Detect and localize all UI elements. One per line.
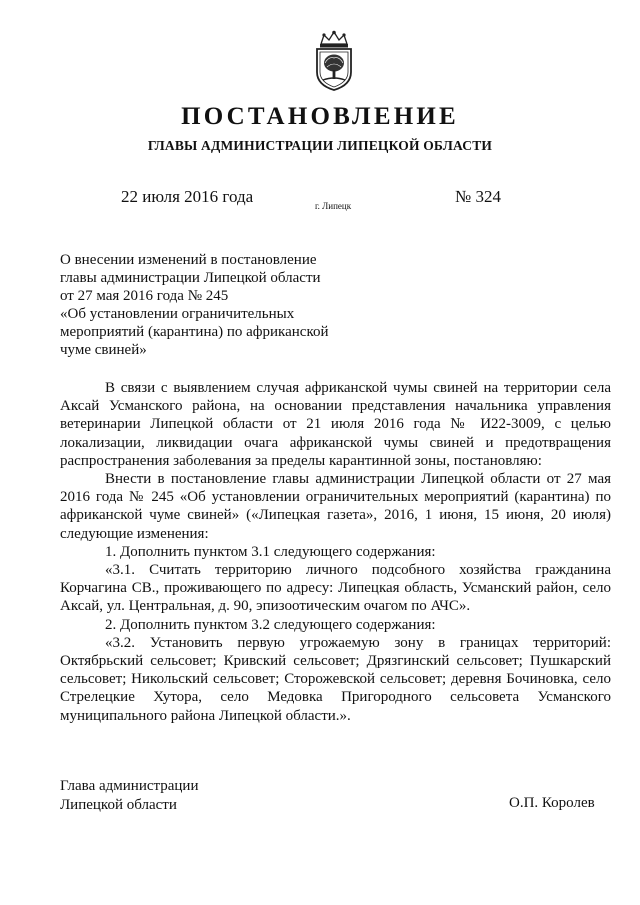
body-paragraph: 2. Дополнить пунктом 3.2 следующего содержания: bbox=[105, 616, 436, 633]
document-date: 22 июля 2016 года bbox=[121, 187, 254, 206]
body-paragraph: «3.1. Считать территорию личного подсобного хозяйства гражданина Корчагина СВ., проживающего по адресу: Липецкая область, Усманский район, село Аксай, ул. Центральная, д. 90, эпизоотическим очагом по АЧС». bbox=[60, 562, 611, 615]
body-paragraph: 1. Дополнить пунктом 3.1 следующего содержания: bbox=[105, 543, 436, 560]
document-city: г. Липецк bbox=[315, 201, 352, 211]
document-heading bbox=[60, 251, 390, 360]
document-title: ПОСТАНОВЛЕНИЕ bbox=[181, 103, 459, 130]
heading-line: главы администрации Липецкой области bbox=[60, 270, 321, 287]
heading-line: мероприятий (карантина) по африканской bbox=[60, 324, 329, 341]
signer-position-line: Липецкой области bbox=[60, 796, 177, 813]
heading-line: чуме свиней» bbox=[60, 342, 147, 359]
heading-line: О внесении изменений в постановление bbox=[60, 252, 317, 268]
document-body bbox=[60, 379, 611, 725]
body-paragraph: Внести в постановление главы администрации Липецкой области от 27 мая 2016 года № 245 «Об установлении ограничительных мероприятий (карантина) по африканской чуме свиней» («Липецкая газета», 2016, 1 июня, 15 июня, 20 июля) следующие изменения: bbox=[60, 471, 611, 542]
body-paragraph: «3.2. Установить первую угрожаемую зону в границах территорий: Октябрьский сельсовет; Кривский сельсовет; Дрязгинский сельсовет; Пушкарский сельсовет; Никольский сельсовет; Сторожевской сельсовет; деревня Бочиновка, село Стрелецкие Хутора, село Медовка Пригородного сельсовета Усманского муниципального района Липецкой области.». bbox=[60, 634, 611, 724]
signer-position bbox=[60, 777, 198, 814]
document-subtitle: ГЛАВЫ АДМИНИСТРАЦИИ ЛИПЕЦКОЙ ОБЛАСТИ bbox=[147, 138, 493, 153]
heading-line: от 27 мая 2016 года № 245 bbox=[60, 288, 229, 305]
body-paragraph: В связи с выявлением случая африканской чумы свиней на территории села Аксай Усманского района, на основании представления начальника управления ветеринарии Липецкой области от 21 июля 2016 года № И22-3009, с целью локализации, ликвидации очага африканской чумы свиней и предотвращения распространения заболевания за пределы карантинной зоны, постановляю: bbox=[60, 380, 611, 469]
signer-name: О.П. Королев bbox=[509, 795, 595, 811]
coat-of-arms-icon bbox=[309, 30, 359, 92]
signer-position-line: Глава администрации bbox=[60, 778, 199, 794]
document-number: № 324 bbox=[455, 187, 501, 206]
heading-line: «Об установлении ограничительных bbox=[60, 306, 295, 323]
